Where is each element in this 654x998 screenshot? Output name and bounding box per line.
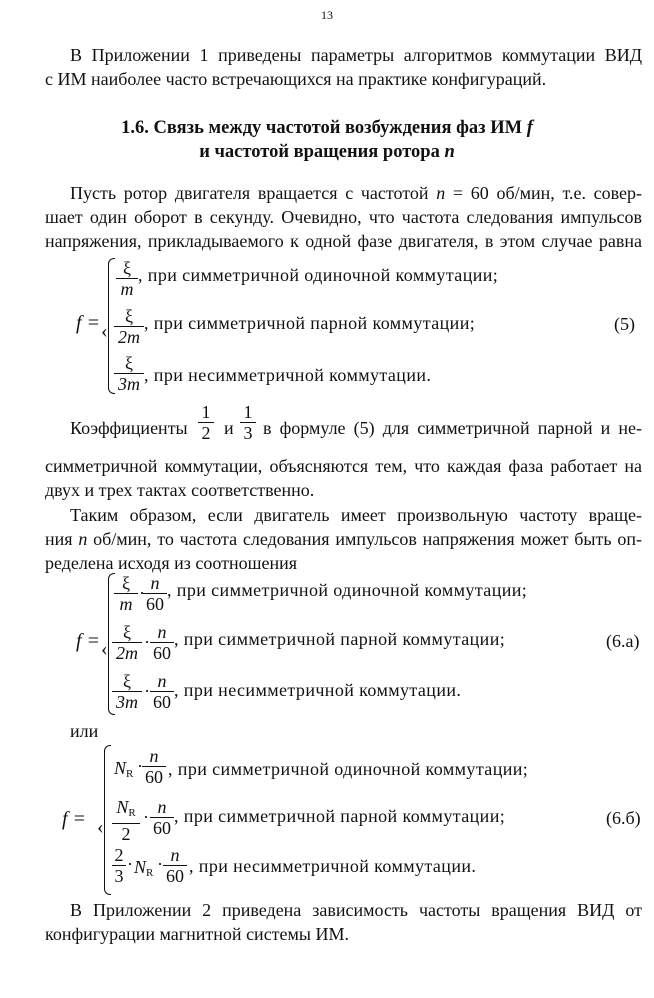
formula-5-number: (5) — [614, 314, 635, 334]
formula-6b-row-3-frac-b: $\frac{n}{60}$ — [163, 845, 187, 886]
speed-line-1: Таким образом, если двигатель имеет произвольную частоту враще- — [70, 505, 642, 525]
formula-5-brace-tip: ‹ — [101, 320, 108, 342]
formula-5-row-2-num: ξ — [114, 306, 144, 327]
formula-6a-row-1-den2: 60 — [146, 594, 164, 614]
formula-6b-row-2-text: , при симметричной парной коммутации; — [174, 806, 506, 826]
formula-5-row-1-den: m — [120, 279, 134, 299]
formula-6a-row-1-frac-b — [143, 573, 167, 614]
final-line-2: конфигурации магнитной системы ИМ. — [45, 924, 350, 944]
formula-6a-row-3-num: ξ — [112, 671, 142, 692]
formula-6a-brace-tip: ‹ — [101, 638, 108, 660]
formula-6a-row-2-frac-a — [112, 622, 142, 663]
formula-5-row-3-fraction — [114, 353, 144, 394]
formula-5-row-2-fraction — [114, 306, 144, 347]
formula-6b-lhs: f = — [62, 808, 87, 830]
formula-6b-number: (6.б) — [606, 808, 641, 828]
formula-6b-row-3-dot-2: · — [157, 854, 163, 874]
formula-5-row-3-text: , при несимметричной коммутации. — [144, 365, 432, 385]
formula-6a-row-1-den: m — [119, 594, 133, 614]
formula-5-row-1-text: , при симметричной одиночной коммутации; — [138, 265, 499, 285]
formula-6a-row-3-text: , при несимметричной коммутации. — [174, 680, 462, 700]
formula-5-lhs: f = — [76, 312, 101, 334]
section-title-var-1: f — [526, 118, 533, 138]
formula-6b-row-3-NR: $N_R$ — [134, 857, 154, 879]
or-word: или — [70, 721, 99, 741]
section-title-line-1: 1.6. Связь между частотой возбуждения фаз ИМ — [121, 118, 523, 138]
formula-6a-row-2-num: ξ — [112, 622, 142, 643]
coef-f2-num: 1 — [240, 402, 256, 423]
formula-6b-row-2-frac-b: $\frac{n}{60}$ — [150, 797, 174, 838]
formula-6a-row-2-dot: · — [144, 632, 150, 652]
speed-line-2 — [45, 529, 642, 550]
formula-6a-row-1-dot: · — [139, 583, 145, 603]
formula-6a-row-1-text: , при симметричной одиночной коммутации; — [167, 580, 528, 600]
rotor-line-3: напряжения, прикладываемого к одной фазе двигателя, в этом случае равна — [45, 231, 642, 251]
formula-6a-row-3-num2: n — [150, 671, 174, 692]
formula-6a-row-2-text: , при симметричной парной коммутации; — [174, 629, 506, 649]
formula-6a-row-1-num: ξ — [114, 573, 138, 594]
rotor-line-1a: Пусть ротор двигателя вращается с частотой — [70, 183, 437, 203]
formula-5-row-1-num: ξ — [116, 258, 138, 279]
formula-5-row-2-den: 2m — [118, 327, 140, 347]
final-line-1: В Приложении 2 приведена зависимость частоты вращения ВИД от — [70, 900, 642, 920]
formula-5-row-2-text: , при симметричной парной коммутации; — [144, 313, 476, 333]
coef-fraction-1 — [198, 402, 214, 443]
speed-line-3: ределена исходя из соотношения — [45, 553, 297, 573]
formula-6b-brace-tip: ‹ — [97, 816, 104, 838]
page-number: 13 — [321, 8, 333, 22]
formula-6a-row-3-frac-a — [112, 671, 142, 712]
formula-6a-row-3-dot: · — [144, 681, 150, 701]
intro-line-2: с ИМ наиболее часто встречающихся на практике конфигураций. — [45, 69, 547, 89]
coef-f2-den: 3 — [243, 423, 253, 443]
formula-5-row-3-num: ξ — [114, 353, 144, 374]
formula-6b-row-2-frac-a: $\frac{N_R}{2}$ — [112, 797, 140, 844]
coef-line-2: симметричной коммутации, объясняются тем, что каждая фаза работает на — [45, 456, 642, 476]
speed-line-2a: ния — [45, 529, 79, 549]
formula-6b-brace — [104, 745, 111, 895]
rotor-line-1b: = 60 об/мин, т.е. совер- — [445, 183, 642, 203]
coef-and: и — [224, 418, 234, 438]
formula-6a-row-1-num2: n — [143, 573, 167, 594]
formula-6a-row-2-num2: n — [150, 622, 174, 643]
coef-prefix: Коэффициенты — [70, 418, 188, 438]
formula-6a-number: (6.а) — [606, 631, 640, 651]
coef-fraction-2 — [240, 402, 256, 443]
formula-5-row-1-fraction — [116, 258, 138, 299]
formula-6a-lhs: f = — [76, 630, 101, 652]
formula-6a-row-2-frac-b — [150, 622, 174, 663]
formula-6b-row-2-dot: · — [143, 807, 149, 827]
formula-6a-row-3-den2: 60 — [153, 692, 171, 712]
formula-6b-row-1-dot: · — [137, 756, 143, 776]
formula-6b-row-1-NR: $N_R$ — [114, 758, 134, 780]
formula-6a-row-2-den2: 60 — [153, 643, 171, 663]
coef-f1-num: 1 — [198, 402, 214, 423]
coef-f1-den: 2 — [201, 423, 211, 443]
formula-6a-row-3-frac-b — [150, 671, 174, 712]
formula-6a-row-2-den: 2m — [116, 643, 138, 663]
section-title-line-2: и частотой вращения ротора — [199, 142, 440, 162]
formula-6a-row-1-frac-a — [114, 573, 138, 614]
speed-line-2b: об/мин, то частота следования импульсов напряжения может быть оп- — [87, 529, 642, 549]
rotor-line-2: шает один оборот в секунду. Очевидно, что частота следования импульсов — [45, 207, 642, 227]
intro-line-1: В Приложении 1 приведены параметры алгоритмов коммутации ВИД — [70, 45, 642, 65]
section-title-var-2: n — [444, 142, 455, 162]
formula-6b-row-3-frac-a: $\frac{2}{3}$ — [112, 845, 126, 886]
rotor-math-n: n — [436, 183, 446, 203]
formula-6b-row-3-text: , при несимметричной коммутации. — [189, 856, 477, 876]
coef-suffix: в формуле (5) для симметричной парной и не- — [263, 418, 642, 438]
formula-6b-row-1-text: , при симметричной одиночной коммутации; — [168, 759, 529, 779]
formula-5-row-3-den: 3m — [118, 374, 140, 394]
coef-line-3: двух и трех тактах соответственно. — [45, 480, 315, 500]
speed-math-n: n — [78, 529, 88, 549]
formula-6b-row-1-frac: $\frac{n}{60}$ — [142, 746, 166, 787]
formula-6a-row-3-den: 3m — [116, 692, 138, 712]
rotor-line-1 — [70, 183, 642, 204]
formula-6b-row-3-dot-1: · — [127, 854, 133, 874]
